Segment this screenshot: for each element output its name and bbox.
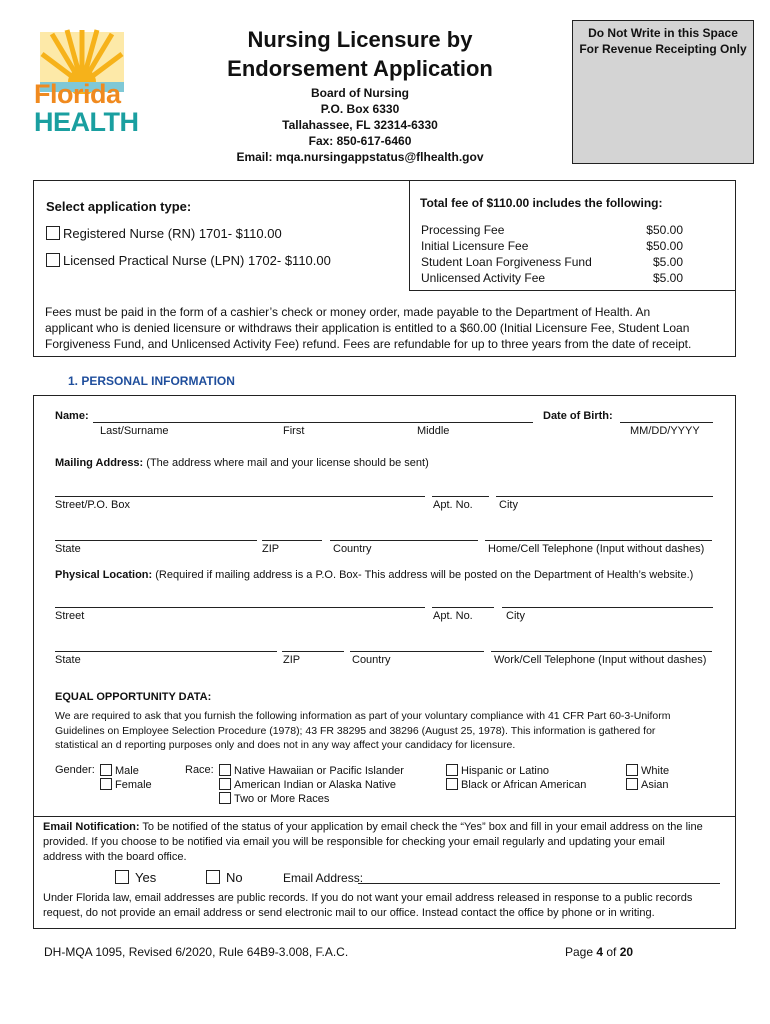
page-number <box>565 945 633 959</box>
mailing-address-label: Mailing Address: <box>55 457 144 469</box>
black-checkbox[interactable] <box>446 778 458 790</box>
application-type-heading: Select application type: <box>46 199 192 214</box>
email-address-input-line[interactable] <box>358 883 720 884</box>
name-input-line[interactable] <box>93 422 533 423</box>
race-option-native-hawaiian[interactable] <box>219 764 404 777</box>
physical-country-caption: Country <box>352 654 391 666</box>
eeo-text-line: We are required to ask that you furnish the following information as part of your voluntary compliance with 41 CFR Part 60-3-Uniform <box>55 710 671 722</box>
board-city: Tallahassee, FL 32314-6330 <box>282 118 438 132</box>
eeo-text-line: statistical an d reporting purposes only and does not in any way affect your candidacy for licensure. <box>55 739 516 751</box>
fee-note-line: Forgiveness Fund, and Unlicensed Activity Fee) refund. Fees are refundable for up to three years from the date of receipt. <box>45 337 692 351</box>
mailing-address-note: (The address where mail and your license should be sent) <box>146 457 429 469</box>
eeo-text-line: Guidelines on Employee Selection Procedure (1978); 43 FR 38295 and 38296 (August 25, 1978). This information is gathered for <box>55 725 656 737</box>
female-checkbox[interactable] <box>100 778 112 790</box>
fee-item-label: Unlicensed Activity Fee <box>421 271 546 285</box>
physical-location-note: (Required if mailing address is a P.O. Box- This address will be posted on the Department of Health’s website.) <box>155 569 694 581</box>
mailing-country-input-line[interactable] <box>330 540 478 541</box>
mailing-address-row <box>55 457 429 469</box>
two-or-more-checkbox[interactable] <box>219 792 231 804</box>
black-label: Black or African American <box>461 779 587 791</box>
section1-heading: 1. PERSONAL INFORMATION <box>68 374 235 388</box>
asian-label: Asian <box>641 779 669 791</box>
physical-city-input-line[interactable] <box>502 607 713 608</box>
email-address-label: Email Address: <box>283 871 364 885</box>
form-title-line2: Endorsement Application <box>227 56 493 81</box>
public-records-note: request, do not provide an email address or send electronic mail to our office. Instead contact the office by phone or in writing. <box>43 907 655 919</box>
physical-location-label: Physical Location: <box>55 569 153 581</box>
home-phone-input-line[interactable] <box>485 540 712 541</box>
fee-item-amount: $5.00 <box>652 255 683 269</box>
gender-option-female[interactable] <box>100 778 152 791</box>
fee-note-line: Fees must be paid in the form of a cashier’s check or money order, made payable to the Department of Health. An <box>45 305 651 319</box>
physical-state-input-line[interactable] <box>55 651 277 652</box>
mailing-street-caption: Street/P.O. Box <box>55 499 131 511</box>
board-email: Email: mqa.nursingappstatus@flhealth.gov <box>236 150 484 164</box>
fee-item-label: Student Loan Forgiveness Fund <box>421 255 592 269</box>
physical-zip-caption: ZIP <box>283 654 301 666</box>
fee-item-amount: $50.00 <box>646 223 683 237</box>
email-notification-text: To be notified of the status of your application by email check the “Yes” box and fill in your email address on the line <box>142 821 703 833</box>
email-notification-text: address with the board office. <box>43 851 187 863</box>
race-option-black[interactable] <box>446 778 586 791</box>
asian-checkbox[interactable] <box>626 778 638 790</box>
board-po-box: P.O. Box 6330 <box>320 102 400 116</box>
native-hawaiian-checkbox[interactable] <box>219 764 231 776</box>
email-yes-label: Yes <box>135 870 157 885</box>
revenue-receipting-box <box>572 20 754 164</box>
physical-state-caption: State <box>55 654 81 666</box>
native-hawaiian-label: Native Hawaiian or Pacific Islander <box>234 765 404 777</box>
race-option-two-or-more[interactable] <box>219 792 329 805</box>
revenue-box-line1: Do Not Write in this Space <box>588 26 738 40</box>
form-identifier: DH-MQA 1095, Revised 6/2020, Rule 64B9-3.008, F.A.C. <box>44 945 349 959</box>
physical-zip-input-line[interactable] <box>282 651 344 652</box>
email-yes-checkbox[interactable] <box>115 870 129 884</box>
mailing-street-input-line[interactable] <box>55 496 425 497</box>
work-phone-caption: Work/Cell Telephone (Input without dashes) <box>494 654 707 666</box>
hispanic-checkbox[interactable] <box>446 764 458 776</box>
physical-country-input-line[interactable] <box>350 651 484 652</box>
home-phone-caption: Home/Cell Telephone (Input without dashes) <box>488 543 705 555</box>
florida-health-logo <box>32 24 139 137</box>
email-yes-option[interactable] <box>115 870 156 885</box>
logo-florida-text: Florida <box>34 79 121 109</box>
mailing-apt-input-line[interactable] <box>432 496 489 497</box>
eeo-heading: EQUAL OPPORTUNITY DATA: <box>55 691 212 703</box>
email-no-option[interactable] <box>206 870 243 885</box>
revenue-box-line2: For Revenue Receipting Only <box>579 42 747 56</box>
mailing-zip-caption: ZIP <box>262 543 280 555</box>
fee-item-label: Processing Fee <box>421 223 505 237</box>
fee-item-label: Initial Licensure Fee <box>421 239 529 253</box>
mailing-state-caption: State <box>55 543 81 555</box>
board-fax: Fax: 850-617-6460 <box>308 134 412 148</box>
email-notification-label: Email Notification: <box>43 821 140 833</box>
name-label: Name: <box>55 410 89 422</box>
male-checkbox[interactable] <box>100 764 112 776</box>
page-prefix: Page <box>565 945 597 959</box>
rn-checkbox[interactable] <box>46 226 60 240</box>
page-current: 4 <box>596 945 604 959</box>
mailing-city-caption: City <box>499 499 518 511</box>
email-notification-text: provided. If you choose to be notified via email you will be responsible for checking your email regularly and updating your email <box>43 836 665 848</box>
gender-option-male[interactable] <box>100 764 139 777</box>
american-indian-checkbox[interactable] <box>219 778 231 790</box>
lpn-checkbox[interactable] <box>46 253 60 267</box>
page-total: 20 <box>619 945 634 959</box>
physical-street-caption: Street <box>55 610 85 622</box>
dob-label: Date of Birth: <box>543 410 613 422</box>
race-label: Race: <box>185 764 214 776</box>
dob-input-line[interactable] <box>620 422 713 423</box>
hispanic-label: Hispanic or Latino <box>461 765 550 777</box>
rn-option-label: Registered Nurse (RN) 1701- $110.00 <box>63 226 282 241</box>
gender-label: Gender: <box>55 764 95 776</box>
male-label: Male <box>115 765 139 777</box>
mailing-zip-input-line[interactable] <box>262 540 322 541</box>
dob-caption: MM/DD/YYYY <box>630 425 700 437</box>
race-option-hispanic[interactable] <box>446 764 549 777</box>
fee-item-amount: $5.00 <box>652 271 683 285</box>
email-no-checkbox[interactable] <box>206 870 220 884</box>
email-notification-line1 <box>43 821 703 833</box>
race-option-white[interactable] <box>626 764 669 777</box>
email-no-label: No <box>226 870 243 885</box>
two-or-more-label: Two or More Races <box>234 793 330 805</box>
physical-apt-caption: Apt. No. <box>433 610 473 622</box>
fee-note-line: applicant who is denied licensure or withdraws their application is entitled to a $60.00 (Initial Licensure Fee, Student Loan <box>45 321 690 335</box>
last-name-caption: Last/Surname <box>100 425 169 437</box>
white-checkbox[interactable] <box>626 764 638 776</box>
first-name-caption: First <box>283 425 305 437</box>
middle-name-caption: Middle <box>417 425 450 437</box>
physical-location-row <box>55 569 693 581</box>
physical-city-caption: City <box>506 610 525 622</box>
mailing-city-input-line[interactable] <box>496 496 713 497</box>
page-of: of <box>603 945 620 959</box>
mailing-state-input-line[interactable] <box>55 540 257 541</box>
fee-heading: Total fee of $110.00 includes the following: <box>420 196 663 210</box>
work-phone-input-line[interactable] <box>491 651 712 652</box>
race-option-american-indian[interactable] <box>219 778 396 791</box>
fee-item-amount: $50.00 <box>646 239 683 253</box>
female-label: Female <box>115 779 152 791</box>
logo-health-text: HEALTH <box>34 107 139 137</box>
board-name: Board of Nursing <box>311 86 409 100</box>
mailing-country-caption: Country <box>333 543 372 555</box>
physical-apt-input-line[interactable] <box>432 607 494 608</box>
mailing-apt-caption: Apt. No. <box>433 499 473 511</box>
lpn-option[interactable] <box>46 253 331 268</box>
white-label: White <box>641 765 670 777</box>
physical-street-input-line[interactable] <box>55 607 425 608</box>
race-option-asian[interactable] <box>626 778 669 791</box>
rn-option[interactable] <box>46 226 282 241</box>
form-title-line1: Nursing Licensure by <box>247 27 473 52</box>
american-indian-label: American Indian or Alaska Native <box>234 779 397 791</box>
lpn-option-label: Licensed Practical Nurse (LPN) 1702- $110.00 <box>63 253 331 268</box>
public-records-note: Under Florida law, email addresses are public records. If you do not want your email address released in response to a public records <box>43 892 693 904</box>
